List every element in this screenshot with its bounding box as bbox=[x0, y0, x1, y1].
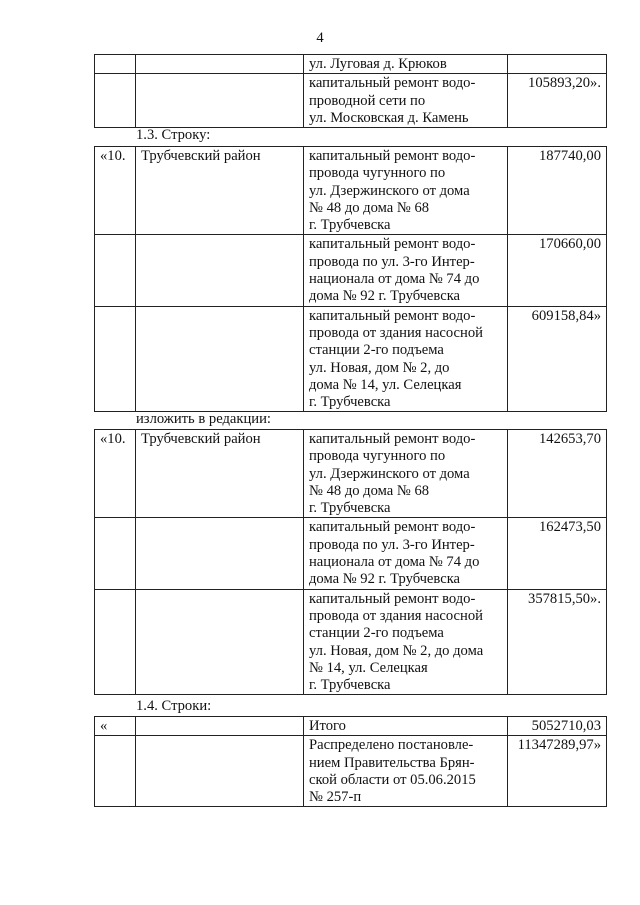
region-cell bbox=[136, 717, 304, 736]
amount-cell: 162473,50 bbox=[508, 518, 607, 589]
description-cell: капитальный ремонт водо- провода от здания насосной станции 2-го подъема ул. Новая, дом № 2, до дома № 14, ул. Селецкая г. Трубчевска bbox=[304, 306, 508, 412]
description-cell: капитальный ремонт водо- провода чугунного по ул. Дзержинского от дома № 48 до дома № 68 г. Трубчевска bbox=[304, 430, 508, 518]
row-number bbox=[95, 235, 136, 306]
region-cell bbox=[136, 55, 304, 74]
table-row bbox=[95, 147, 607, 235]
row-number bbox=[95, 518, 136, 589]
description-cell: капитальный ремонт водо- провода чугунного по ул. Дзержинского от дома № 48 до дома № 68 г. Трубчевска bbox=[304, 147, 508, 235]
amount-cell bbox=[508, 55, 607, 74]
table-row bbox=[95, 235, 607, 306]
description-cell: капитальный ремонт водо- провода от здания насосной станции 2-го подъема ул. Новая, дом № 2, до дома № 14, ул. Селецкая г. Трубчевска bbox=[304, 589, 508, 695]
row-number bbox=[95, 55, 136, 74]
totals-table bbox=[94, 716, 607, 807]
region-cell: Трубчевский район bbox=[136, 147, 304, 235]
region-cell bbox=[136, 589, 304, 695]
amount-cell: 5052710,03 bbox=[508, 717, 607, 736]
table-row bbox=[95, 430, 607, 518]
table-row bbox=[95, 736, 607, 807]
row-number bbox=[95, 74, 136, 128]
amount-cell: 170660,00 bbox=[508, 235, 607, 306]
description-cell: капитальный ремонт водо- провода по ул. 3-го Интер- национала от дома № 74 до дома № 92 г. Трубчевска bbox=[304, 235, 508, 306]
row-number: « bbox=[95, 717, 136, 736]
region-cell bbox=[136, 306, 304, 412]
region-cell bbox=[136, 74, 304, 128]
region-cell bbox=[136, 235, 304, 306]
section-label-1-3: 1.3. Строку: bbox=[136, 127, 211, 143]
table-row bbox=[95, 306, 607, 412]
row-number bbox=[95, 589, 136, 695]
description-cell: капитальный ремонт водо- проводной сети по ул. Московская д. Камень bbox=[304, 74, 508, 128]
row-number: «10. bbox=[95, 430, 136, 518]
intro-table bbox=[94, 54, 607, 128]
row-number bbox=[95, 306, 136, 412]
row-number bbox=[95, 736, 136, 807]
page-number: 4 bbox=[316, 30, 324, 46]
amount-cell: 11347289,97» bbox=[508, 736, 607, 807]
region-cell: Трубчевский район bbox=[136, 430, 304, 518]
table-row bbox=[95, 55, 607, 74]
amount-cell: 357815,50». bbox=[508, 589, 607, 695]
table-row bbox=[95, 74, 607, 128]
region-cell bbox=[136, 736, 304, 807]
section-label-1-4: 1.4. Строки: bbox=[136, 698, 212, 714]
old-rows-table bbox=[94, 146, 607, 412]
row-number: «10. bbox=[95, 147, 136, 235]
description-cell: ул. Луговая д. Крюков bbox=[304, 55, 508, 74]
region-cell bbox=[136, 518, 304, 589]
new-rows-table bbox=[94, 429, 607, 695]
table-row bbox=[95, 589, 607, 695]
table-row bbox=[95, 717, 607, 736]
section-label-revision: изложить в редакции: bbox=[136, 411, 271, 427]
amount-cell: 609158,84» bbox=[508, 306, 607, 412]
table-row bbox=[95, 518, 607, 589]
description-cell: капитальный ремонт водо- провода по ул. 3-го Интер- национала от дома № 74 до дома № 92 г. Трубчевска bbox=[304, 518, 508, 589]
amount-cell: 187740,00 bbox=[508, 147, 607, 235]
amount-cell: 105893,20». bbox=[508, 74, 607, 128]
description-cell: Распределено постановле- нием Правительства Брян- ской области от 05.06.2015 № 257-п bbox=[304, 736, 508, 807]
amount-cell: 142653,70 bbox=[508, 430, 607, 518]
description-cell: Итого bbox=[304, 717, 508, 736]
